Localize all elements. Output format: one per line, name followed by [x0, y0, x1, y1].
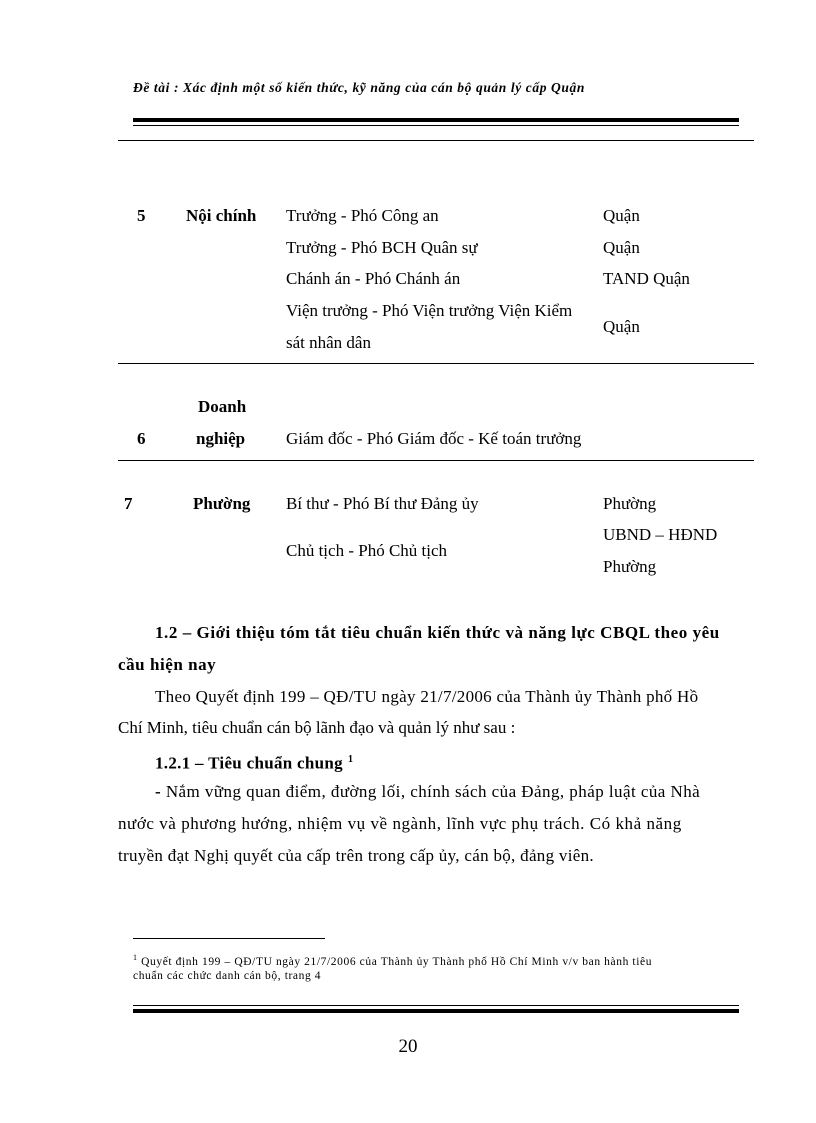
unit-text: UBND – HĐND [603, 525, 718, 544]
unit-text: Quận [603, 317, 640, 336]
row-group: Phường [193, 494, 251, 513]
position-text: Trưởng - Phó Công an [286, 206, 439, 225]
position-text: Chánh án - Phó Chánh án [286, 269, 461, 288]
section-heading: 1.2 – Giới thiệu tóm tắt tiêu chuẩn kiến thức và năng lực CBQL theo yêu [155, 623, 720, 642]
page-number: 20 [398, 1036, 418, 1057]
position-text: Bí thư - Phó Bí thư Đảng ủy [286, 494, 479, 513]
paragraph-line: truyền đạt Nghị quyết của cấp trên trong cấp ủy, cán bộ, đảng viên. [118, 846, 594, 865]
row-group: Doanh [198, 397, 247, 416]
paragraph-line: Chí Minh, tiêu chuẩn cán bộ lãnh đạo và quản lý như sau : [118, 718, 516, 737]
row-group: Nội chính [186, 206, 257, 225]
unit-text: Phường [603, 557, 657, 576]
subsection-heading-text: 1.2.1 – Tiêu chuẩn chung [155, 753, 343, 773]
unit-text: Quận [603, 238, 640, 257]
bullet-dash: - [155, 782, 162, 801]
unit-text: Quận [603, 206, 640, 225]
footnote-reference[interactable]: 1 [347, 754, 354, 765]
footnote-mark: 1 [133, 953, 138, 962]
position-text: Trưởng - Phó BCH Quân sự [286, 238, 478, 257]
row-number: 5 [137, 206, 146, 225]
footnote-line: chuẩn các chức danh cán bộ, trang 4 [133, 970, 322, 982]
row-number: 7 [124, 494, 133, 513]
subsection-heading [155, 744, 353, 780]
unit-text: Phường [603, 494, 657, 513]
position-text: Viện trưởng - Phó Viện trưởng Viện Kiểm [286, 301, 573, 320]
paragraph-line [155, 776, 700, 808]
table-row-divider [118, 460, 754, 461]
header-rule-thick [133, 118, 739, 122]
unit-text: TAND Quận [603, 269, 690, 288]
document-header-title: Đề tài : Xác định một số kiến thức, kỹ năng của cán bộ quản lý cấp Quận [133, 80, 585, 95]
paragraph-line: Theo Quyết định 199 – QĐ/TU ngày 21/7/2006 của Thành ủy Thành phố Hồ [155, 687, 699, 706]
paragraph-line: nước và phương hướng, nhiệm vụ về ngành, lĩnh vực phụ trách. Có khả năng [118, 814, 682, 833]
paragraph-text: Nắm vững quan điểm, đường lối, chính sách của Đảng, pháp luật của Nhà [161, 782, 701, 801]
footer-rule-thin [133, 1005, 739, 1006]
table-row-divider [118, 363, 754, 364]
position-text: Chủ tịch - Phó Chủ tịch [286, 541, 448, 560]
footer-rule-thick [133, 1009, 739, 1013]
row-number: 6 [137, 429, 146, 448]
position-text: Giám đốc - Phó Giám đốc - Kế toán trưởng [286, 429, 582, 448]
table-top-line [118, 140, 754, 141]
section-heading: cầu hiện nay [118, 655, 217, 674]
row-group: nghiệp [196, 429, 246, 448]
header-rule-thin [133, 125, 739, 126]
position-text: sát nhân dân [286, 333, 371, 352]
footnote-separator [133, 938, 325, 939]
footnote-line: Quyết định 199 – QĐ/TU ngày 21/7/2006 của Thành ủy Thành phố Hồ Chí Minh v/v ban hành tiêu [137, 955, 653, 968]
